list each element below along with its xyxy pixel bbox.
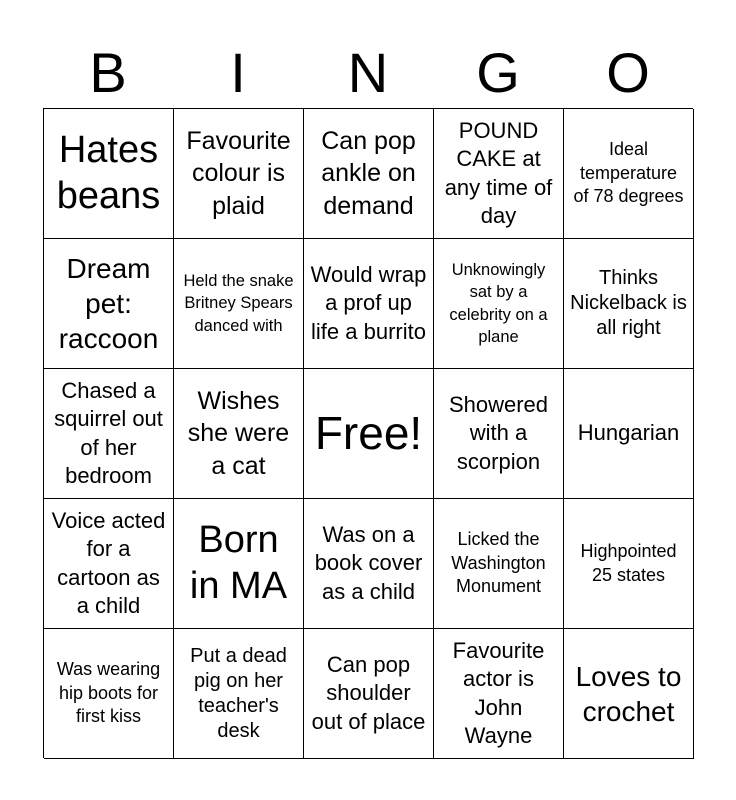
free-space-label: Free!	[314, 406, 423, 459]
header-letter-g: G	[476, 41, 520, 104]
bingo-cell[interactable]	[174, 109, 304, 239]
bingo-cell[interactable]	[564, 499, 694, 629]
cell-text: Unknowingly sat by a celebrity on a plane	[449, 260, 548, 346]
bingo-cell[interactable]	[564, 239, 694, 369]
cell-text: Put a dead pig on her teacher's desk	[190, 644, 287, 742]
cell-text: Hungarian	[577, 420, 680, 446]
bingo-cell[interactable]	[434, 369, 564, 499]
cell-text: Favourite colour is plaid	[186, 126, 291, 220]
cell-text: Voice acted for a cartoon as a child	[51, 508, 166, 618]
cell-text: Can pop ankle on demand	[321, 126, 416, 220]
bingo-cell[interactable]	[44, 109, 174, 239]
bingo-cell[interactable]	[564, 109, 694, 239]
bingo-cell[interactable]	[44, 239, 174, 369]
header-letter-o: O	[606, 41, 650, 104]
bingo-cell[interactable]	[304, 629, 434, 759]
bingo-cell[interactable]	[304, 239, 434, 369]
bingo-cell[interactable]	[174, 239, 304, 369]
bingo-cell[interactable]	[564, 369, 694, 499]
bingo-card-grid	[43, 108, 693, 758]
header-letter-b: B	[89, 41, 127, 104]
cell-text: Would wrap a prof up life a burrito	[310, 262, 427, 344]
cell-text: Dream pet: raccoon	[58, 253, 159, 354]
cell-text: Wishes she were a cat	[187, 386, 290, 480]
cell-text: Chased a squirrel out of her bedroom	[54, 378, 163, 488]
cell-text: Thinks Nickelback is all right	[570, 267, 687, 339]
cell-text: Licked the Washington Monument	[451, 529, 546, 597]
bingo-cell[interactable]	[304, 499, 434, 629]
bingo-cell[interactable]	[44, 369, 174, 499]
header-letter-i: I	[230, 41, 246, 104]
cell-text: Showered with a scorpion	[448, 392, 549, 474]
cell-text: Ideal temperature of 78 degrees	[573, 139, 684, 207]
cell-text: Favourite actor is John Wayne	[452, 638, 545, 748]
cell-text: POUND CAKE at any time of day	[444, 118, 553, 228]
cell-text: Was on a book cover as a child	[314, 522, 423, 604]
cell-text: Born in MA	[189, 518, 288, 607]
bingo-header	[43, 38, 693, 108]
bingo-cell[interactable]	[434, 109, 564, 239]
cell-text: Held the snake Britney Spears danced with	[183, 272, 294, 335]
bingo-cell[interactable]	[44, 499, 174, 629]
bingo-cell[interactable]	[174, 629, 304, 759]
bingo-cell[interactable]	[44, 629, 174, 759]
bingo-cell[interactable]	[564, 629, 694, 759]
bingo-cell[interactable]	[174, 499, 304, 629]
bingo-cell[interactable]	[434, 239, 564, 369]
cell-text: Highpointed 25 states	[580, 541, 677, 585]
free-space-cell[interactable]	[304, 369, 434, 499]
cell-text: Can pop shoulder out of place	[311, 652, 426, 734]
bingo-cell[interactable]	[174, 369, 304, 499]
cell-text: Hates beans	[56, 128, 161, 217]
bingo-cell[interactable]	[304, 109, 434, 239]
bingo-cell[interactable]	[434, 499, 564, 629]
cell-text: Was wearing hip boots for first kiss	[56, 659, 161, 727]
header-letter-n: N	[347, 41, 389, 104]
bingo-cell[interactable]	[434, 629, 564, 759]
cell-text: Loves to crochet	[575, 660, 682, 727]
